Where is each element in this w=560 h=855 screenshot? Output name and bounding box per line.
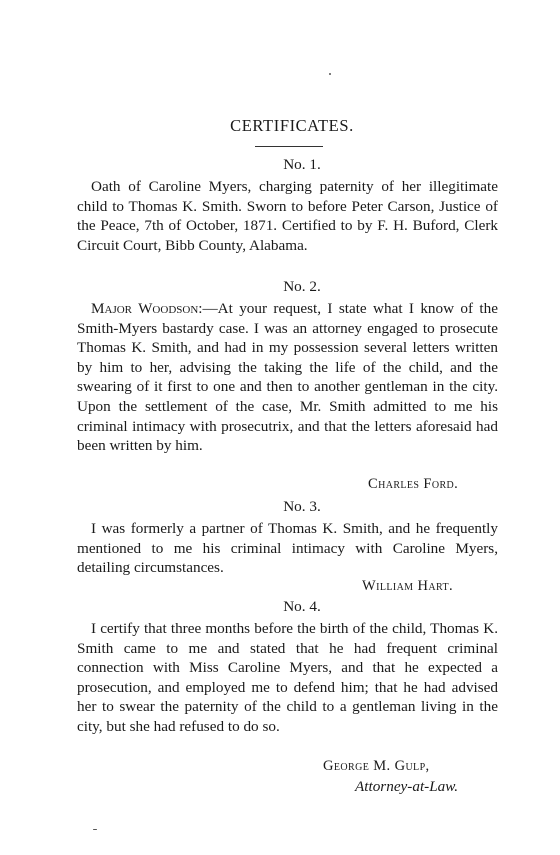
- certificate-1-body: Oath of Caroline Myers, charging paternity of her illegitimate child to Thomas K. Smith. Sworn to before Peter Carson, Justice of the Peace, 7th of October, 1871. Certified to by F. H. Buford, Clerk Circuit Court, Bibb County, Alabama.: [77, 178, 498, 254]
- certificate-2-number: No. 2.: [283, 278, 321, 295]
- certificate-4-body: I certify that three months before the birth of the child, Thomas K. Smith came to me and stated that he had frequent criminal connection with Miss Caroline Myers, and that he expected a prosecution, and employed me to defend him; that he had advised her to swear the paternity of the child to a gentleman living in the city, but she had refused to do so.: [77, 620, 498, 735]
- certificate-1-number: No. 1.: [283, 156, 321, 173]
- page-speck: [93, 829, 97, 830]
- certificate-4-signature: George M. Gulp,: [323, 758, 430, 774]
- certificate-3-number: No. 3.: [283, 498, 321, 515]
- certificate-2-body: [77, 299, 498, 456]
- title-rule: [255, 146, 323, 147]
- page-title: CERTIFICATES.: [230, 116, 354, 135]
- certificate-2-signature: Charles Ford.: [368, 476, 459, 492]
- page-speck: [329, 73, 331, 75]
- certificate-2-salutation: Major Woodson: [91, 300, 199, 317]
- certificate-3-body: I was formerly a partner of Thomas K. Smith, and he frequently mentioned to me his criminal intimacy with Caroline Myers, detailing circumstances.: [77, 520, 498, 577]
- certificate-2-text: :—At your request, I state what I know of the Smith-Myers bastardy case. I was an attorney engaged to prosecute Thomas K. Smith, and had in my possession several letters written by him to her, advising the taking the life of the child, and the swearing of it first to one and then to another gentleman in the city. Upon the settlement of the case, Mr. Smith admitted to me his criminal intimacy with prosecutrix, and that the letters aforesaid had been written by him.: [77, 300, 498, 455]
- certificate-4-number: No. 4.: [283, 598, 321, 615]
- certificate-3-signature: William Hart.: [362, 578, 453, 594]
- certificate-4-signature-title: Attorney-at-Law.: [355, 778, 459, 795]
